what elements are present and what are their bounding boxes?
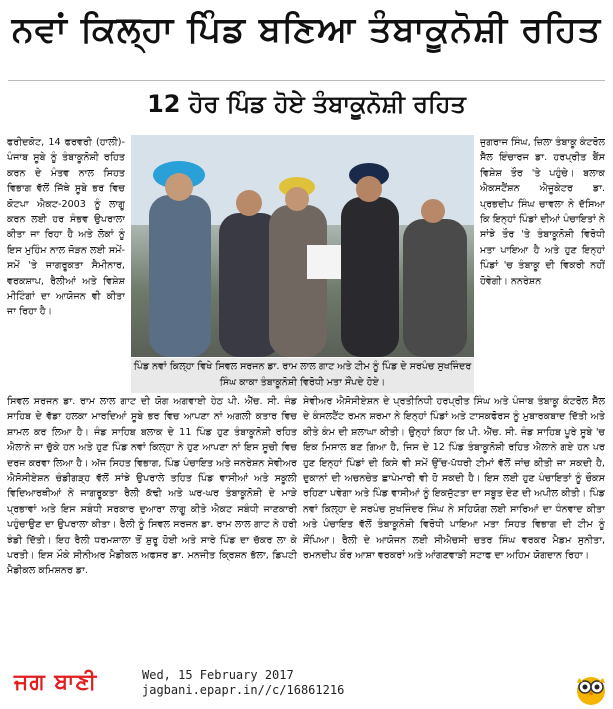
news-photo <box>131 135 474 357</box>
epaper-info <box>142 668 344 698</box>
article-bottom-right-text: ਸੇਵੀਅਰ ਐਸੋਸੀਏਸ਼ਨ ਦੇ ਪ੍ਰਤੀਨਿਧੀ ਹਰਪ੍ਰੀਤ ਸਿੰਘ ਅਤੇ ਪੰਜਾਬ ਤੰਬਾਕੂ ਕੰਟਰੋਲ ਸੈੱਲ ਦੇ ਕੰਸਲਟੈਂਟ ਰਮਨ ਸ਼ਰਮਾ ਨੇ ਇਨ੍ਹਾਂ ਪਿੰਡਾਂ ਅਤੇ ਟਾਸਕਫੋਰਸ ਨੂੰ ਮੁਬਾਰਕਬਾਦ ਦਿੱਤੀ ਅਤੇ ਕੀਤੇ ਕੰਮ ਦੀ ਸ਼ਲਾਘਾ ਕੀਤੀ। ਉਨ੍ਹਾਂ ਕਿਹਾ ਕਿ ਪੀ. ਐੱਚ. ਸੀ. ਜੰਡ ਸਾਹਿਬ ਪੂਰੇ ਸੂਬੇ 'ਚ ਇਕ ਮਿਸਾਲ ਬਣ ਗਿਆ ਹੈ, ਜਿਸ ਦੇ 12 ਪਿੰਡ ਤੰਬਾਕੂਨੋਸ਼ੀ ਰਹਿਤ ਐਲਾਨੇ ਗਏ ਹਨ ਪਰ ਹੁਣ ਇਨ੍ਹਾਂ ਪਿੰਡਾਂ ਦੀ ਕਿਸੇ ਵੀ ਸਮੇਂ ਉੱਚ-ਪੱਧਰੀ ਟੀਮਾਂ ਵੱਲੋਂ ਜਾਂਚ ਕੀਤੀ ਜਾ ਸਕਦੀ ਹੈ, ਦੁਕਾਨਾਂ ਦੀ ਅਚਨਚੇਤ ਛਾਪੇਮਾਰੀ ਵੀ ਹੋ ਸਕਦੀ ਹੈ। ਇਸ ਲਈ ਹੁਣ ਪੰਚਾਇਤਾਂ ਨੂੰ ਚੌਕਸ ਰਹਿਣਾ ਪਵੇਗਾ ਅਤੇ ਪਿੰਡ ਵਾਸੀਆਂ ਨੂੰ ਇਕਜੁੱਟਤਾ ਦਾ ਸਬੂਤ ਦੇਣ ਦੀ ਅਪੀਲ ਕੀਤੀ। ਪਿੰਡ ਨਵਾਂ ਕਿਲ੍ਹਾ ਦੇ ਸਰਪੰਚ ਸੁਖਜਿੰਦਰ ਸਿੰਘ ਨੇ ਸਹਿਯੋਗ ਲਈ ਸਾਰਿਆਂ ਦਾ ਧੰਨਵਾਦ ਕੀਤਾ ਅਤੇ ਪੰਚਾਇਤ ਵੱਲੋਂ ਤੰਬਾਕੂਨੋਸ਼ੀ ਵਿਰੋਧੀ ਪਾਇਆ ਮਤਾ ਸਿਹਤ ਵਿਭਾਗ ਦੀ ਟੀਮ ਨੂੰ ਸੌਂਪਿਆ। ਰੈਲੀ ਦੇ ਆਯੋਜਨ ਲਈ ਸੀਐਚਸੀ ਚਤਰ ਸਿੰਘ ਵਰਕਰ ਮੈਡਮ ਸੁਨੀਤਾ, ਰਮਨਦੀਪ ਕੌਰ ਆਸ਼ਾ ਵਰਕਰਾਂ ਅਤੇ ਆਂਗਣਵਾੜੀ ਸਟਾਫ ਦਾ ਅਹਿਮ ਯੋਗਦਾਨ ਰਿਹਾ। <box>303 396 605 562</box>
article-right-text: ਜੁਗਰਾਜ ਸਿੰਘ, ਜ਼ਿਲਾ ਤੰਬਾਕੂ ਕੰਟਰੋਲ ਸੈੱਲ ਇੰਚਾਰਜ ਡਾ. ਹਰਪ੍ਰੀਤ ਬੈਂਸ ਵਿਸ਼ੇਸ਼ ਤੌਰ 'ਤੇ ਪਹੁੰਚੇ। ਬਲਾਕ ਐਕਸਟੈਂਸ਼ਨ ਐਜੂਕੇਟਰ ਡਾ. ਪ੍ਰਭਦੀਪ ਸਿੰਘ ਚਾਵਲਾ ਨੇ ਦੱਸਿਆ ਕਿ ਇਨ੍ਹਾਂ ਪਿੰਡਾਂ ਦੀਆਂ ਪੰਚਾਇਤਾਂ ਨੇ ਸਾਂਝੇ ਤੌਰ 'ਤੇ ਤੰਬਾਕੂਨੋਸ਼ੀ ਵਿਰੋਧੀ ਮਤਾ ਪਾਇਆ ਹੈ ਅਤੇ ਹੁਣ ਇਨ੍ਹਾਂ ਪਿੰਡਾਂ 'ਚ ਤੰਬਾਕੂ ਦੀ ਵਿਕਰੀ ਨਹੀਂ ਹੋਵੇਗੀ। ਨਨਰੇਸ਼ਨ <box>480 137 605 287</box>
photo-figures <box>131 135 474 357</box>
article-left-column <box>7 135 125 392</box>
photo-caption: ਪਿੰਡ ਨਵਾਂ ਕਿਲ੍ਹਾ ਵਿਖੇ ਸਿਵਲ ਸਰਜਨ ਡਾ. ਰਾਮ ਲਾਲ ਗਾਟ ਅਤੇ ਟੀਮ ਨੂੰ ਪਿੰਡ ਦੇ ਸਰਪੰਚ ਸੁਖਜਿੰਦਰ ਸਿੰਘ ਕਾਕਾ ਤੰਬਾਕੂਨੋਸ਼ੀ ਵਿਰੋਧੀ ਮਤਾ ਸੌਂਪਦੇ ਹੋਏ। <box>131 358 474 393</box>
brand-logo: ਜਗ ਬਾਣੀ <box>14 670 98 695</box>
epaper-url[interactable]: jagbani.epapr.in//c/16861216 <box>142 683 345 697</box>
article-right-column <box>480 135 605 392</box>
headline: ਨਵਾਂ ਕਿਲ੍ਹਾ ਪਿੰਡ ਬਣਿਆ ਤੰਬਾਕੂਨੋਸ਼ੀ ਰਹਿਤ <box>11 10 602 50</box>
owl-icon <box>573 670 609 706</box>
issue-date: Wed, 15 February 2017 <box>142 668 294 682</box>
article-bottom-left <box>7 394 297 658</box>
divider <box>8 80 605 81</box>
article-bottom-right <box>303 394 605 658</box>
article-bottom-left-text: ਸਿਵਲ ਸਰਜਨ ਡਾ. ਰਾਮ ਲਾਲ ਗਾਟ ਦੀ ਯੋਗ ਅਗਵਾਈ ਹੇਠ ਪੀ. ਐੱਚ. ਸੀ. ਜੰਡ ਸਾਹਿਬ ਦੇ ਵੱਡਾ ਹਲਕਾ ਮਾਰਦਿਆਂ ਸੂਬੇ ਭਰ ਵਿਚ ਆਪਣਾ ਨਾਂ ਅਗਲੀ ਕਤਾਰ ਵਿਚ ਸ਼ਾਮਲ ਕਰ ਲਿਆ ਹੈ। ਜੰਡ ਸਾਹਿਬ ਬਲਾਕ ਦੇ 11 ਪਿੰਡ ਹੁਣ ਤੰਬਾਕੂਨੋਸ਼ੀ ਰਹਿਤ ਐਲਾਨੇ ਜਾ ਚੁੱਕੇ ਹਨ ਅਤੇ ਹੁਣ ਪਿੰਡ ਨਵਾਂ ਕਿਲ੍ਹਾ ਨੇ ਹੁਣ ਆਪਣਾ ਨਾਂ ਇਸ ਸੂਚੀ ਵਿਚ ਦਰਜ ਕਰਵਾ ਲਿਆ ਹੈ। ਅੱਜ ਸਿਹਤ ਵਿਭਾਗ, ਪਿੰਡ ਪੰਚਾਇਤ ਅਤੇ ਜਨਰੇਸ਼ਨ ਸੇਵੀਅਰ ਐਸੋਸੀਏਸ਼ਨ ਚੰਡੀਗੜ੍ਹ ਵੱਲੋਂ ਸਾਂਝੇ ਉਪਰਾਲੇ ਤਹਿਤ ਪਿੰਡ ਵਾਸੀਆਂ ਅਤੇ ਸਕੂਲੀ ਵਿਦਿਆਰਥੀਆਂ ਨੇ ਜਾਗਰੂਕਤਾ ਰੈਲੀ ਕੱਢੀ ਅਤੇ ਘਰ-ਘਰ ਤੰਬਾਕੂਨੋਸ਼ੀ ਦੇ ਮਾੜੇ ਪ੍ਰਭਾਵਾਂ ਅਤੇ ਇਸ ਸਬੰਧੀ ਸਰਕਾਰ ਦੁਆਰਾ ਲਾਗੂ ਕੀਤੇ ਐਕਟ ਸਬੰਧੀ ਜਾਣਕਾਰੀ ਪਹੁੰਚਾਉਣ ਦਾ ਉਪਰਾਲਾ ਕੀਤਾ। ਰੈਲੀ ਨੂੰ ਸਿਵਲ ਸਰਜਨ ਡਾ. ਰਾਮ ਲਾਲ ਗਾਟ ਨੇ ਹਰੀ ਝੰਡੀ ਦਿੱਤੀ। ਇਹ ਰੈਲੀ ਧਰਮਸ਼ਾਲਾ ਤੋਂ ਸ਼ੁਰੂ ਹੋਈ ਅਤੇ ਸਾਰੇ ਪਿੰਡ ਦਾ ਚੱਕਰ ਲਾ ਕੇ ਪਰਤੀ। ਇਸ ਮੌਕੇ ਸੀਨੀਅਰ ਮੈਡੀਕਲ ਅਫਸਰ ਡਾ. ਮਨਜੀਤ ਕ੍ਰਿਸ਼ਨ ਭੱਲਾ, ਡਿਪਟੀ ਮੈਡੀਕਲ ਕਮਿਸ਼ਨਰ ਡਾ. <box>7 396 297 577</box>
subheadline: 12 ਹੋਰ ਪਿੰਡ ਹੋਏ ਤੰਬਾਕੂਨੋਸ਼ੀ ਰਹਿਤ <box>147 90 466 118</box>
article-left-text: ਫਰੀਦਕੋਟ, 14 ਫਰਵਰੀ (ਹਾਲੀ)-ਪੰਜਾਬ ਸੂਬੇ ਨੂੰ ਤੰਬਾਕੂਨੋਸ਼ੀ ਰਹਿਤ ਕਰਨ ਦੇ ਮੰਤਵ ਨਾਲ ਸਿਹਤ ਵਿਭਾਗ ਵੱਲੋਂ ਜਿੱਥੇ ਸੂਬੇ ਭਰ ਵਿਚ ਕੋਟਪਾ ਐਕਟ-2003 ਨੂੰ ਲਾਗੂ ਕਰਨ ਲਈ ਹਰ ਸੰਭਵ ਉਪਰਾਲਾ ਕੀਤਾ ਜਾ ਰਿਹਾ ਹੈ ਅਤੇ ਲੋਕਾਂ ਨੂੰ ਇਸ ਮੁਹਿੰਮ ਨਾਲ ਜੋੜਨ ਲਈ ਸਮੇਂ-ਸਮੇਂ 'ਤੇ ਜਾਗਰੂਕਤਾ ਸੈਮੀਨਾਰ, ਵਰਕਸ਼ਾਪ, ਰੈਲੀਆਂ ਅਤੇ ਵਿਸ਼ੇਸ਼ ਮੀਟਿੰਗਾਂ ਦਾ ਆਯੋਜਨ ਵੀ ਕੀਤਾ ਜਾ ਰਿਹਾ ਹੈ। <box>7 137 125 318</box>
